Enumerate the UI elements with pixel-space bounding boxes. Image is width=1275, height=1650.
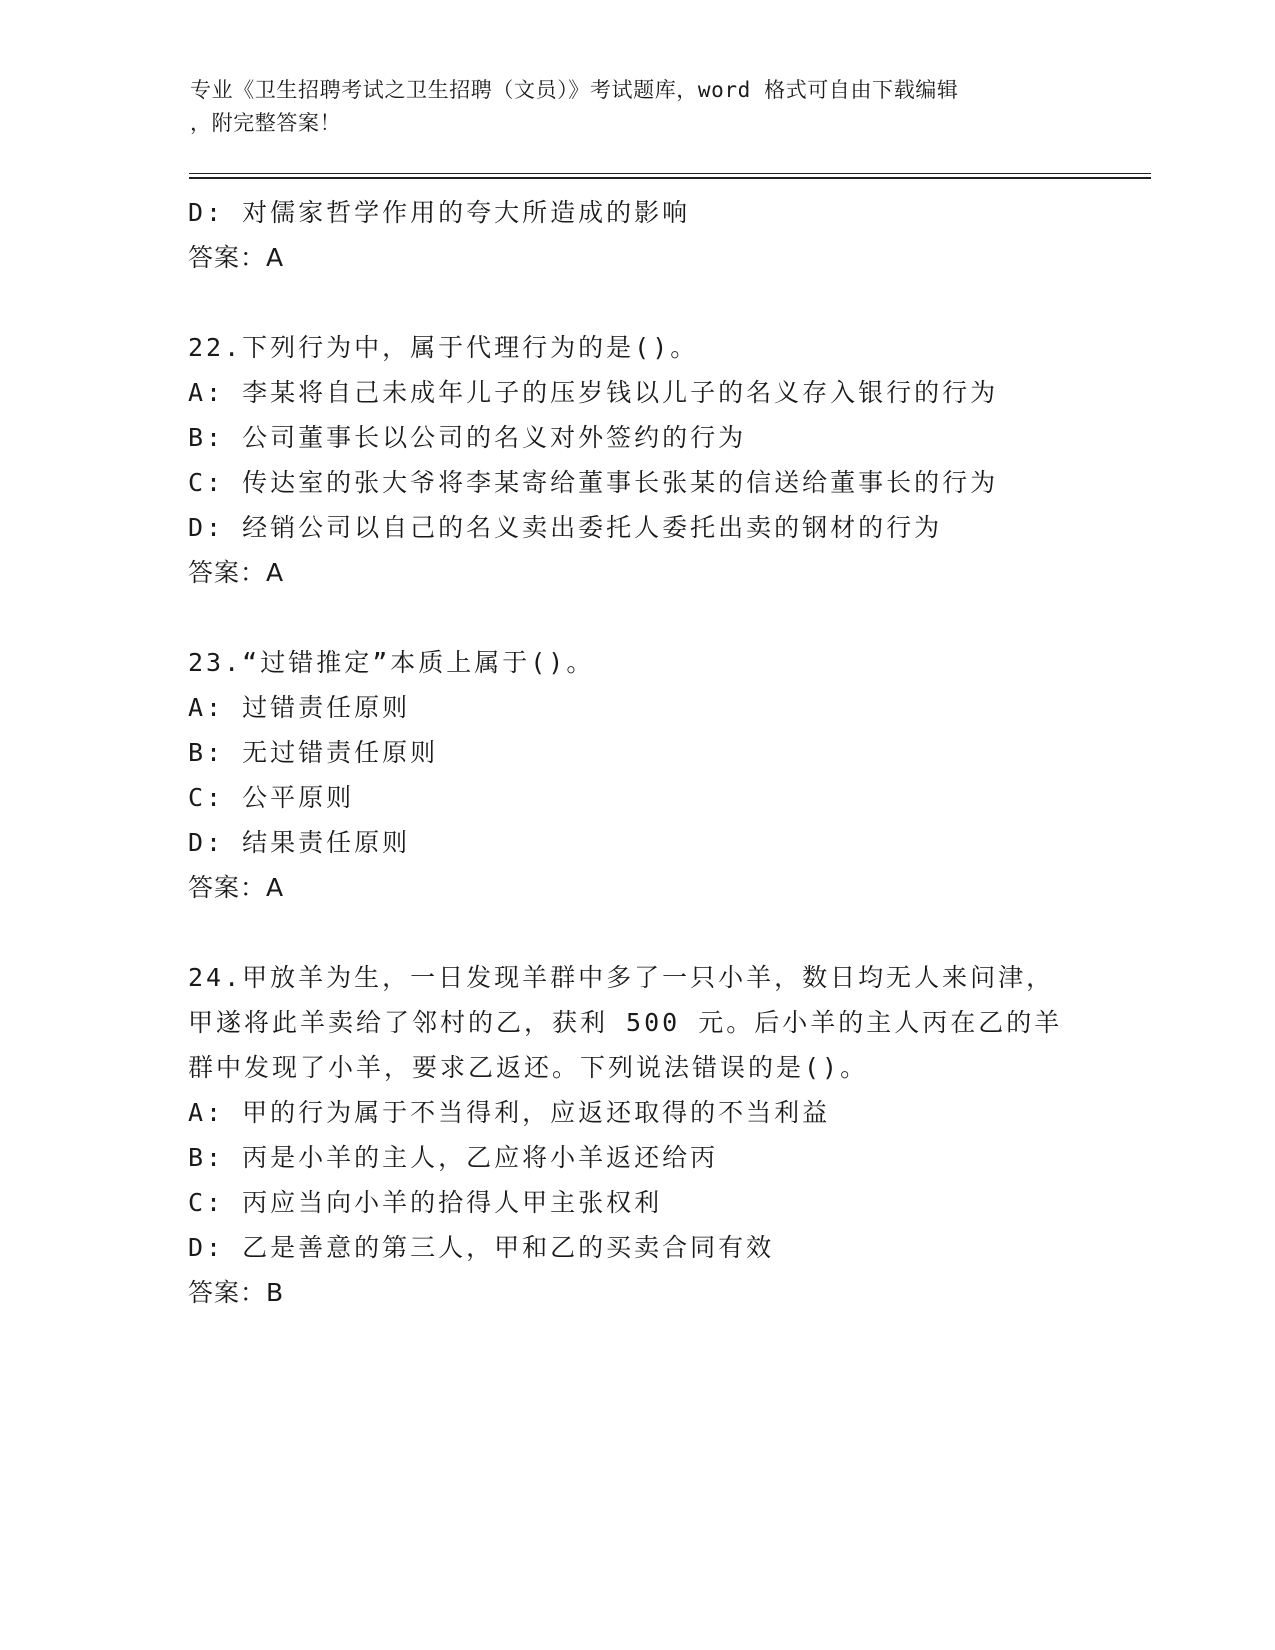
prev-option-d: D: 对儒家哲学作用的夸大所造成的影响 bbox=[188, 198, 691, 227]
option-b: B: 公司董事长以公司的名义对外签约的行为 bbox=[188, 423, 747, 452]
header-line-1: 专业《卫生招聘考试之卫生招聘（文员）》考试题库，word 格式可自由下载编辑 bbox=[190, 78, 959, 102]
question-23 bbox=[188, 640, 1088, 910]
header-rule-thick bbox=[189, 177, 1151, 179]
prev-answer: 答案：A bbox=[188, 243, 285, 272]
question-stem-line-3: 群中发现了小羊，要求乙返还。下列说法错误的是()。 bbox=[188, 1053, 869, 1082]
answer: 答案：A bbox=[188, 873, 285, 902]
option-a: A: 甲的行为属于不当得利，应返还取得的不当利益 bbox=[188, 1098, 831, 1127]
spacer bbox=[188, 910, 1088, 955]
spacer bbox=[188, 595, 1088, 640]
option-d: D: 经销公司以自己的名义卖出委托人委托出卖的钢材的行为 bbox=[188, 513, 943, 542]
option-a: A: 李某将自己未成年儿子的压岁钱以儿子的名义存入银行的行为 bbox=[188, 378, 999, 407]
question-22 bbox=[188, 325, 1088, 595]
header-line-2: ，附完整答案！ bbox=[190, 111, 342, 135]
answer: 答案：B bbox=[188, 1278, 285, 1307]
option-b: B: 无过错责任原则 bbox=[188, 738, 439, 767]
question-stem: 22.下列行为中，属于代理行为的是()。 bbox=[188, 333, 699, 362]
option-d: D: 乙是善意的第三人，甲和乙的买卖合同有效 bbox=[188, 1233, 775, 1262]
option-a: A: 过错责任原则 bbox=[188, 693, 411, 722]
header-rule-thin bbox=[189, 173, 1151, 174]
question-content bbox=[188, 190, 1088, 1315]
option-d: D: 结果责任原则 bbox=[188, 828, 411, 857]
question-stem-line-2: 甲遂将此羊卖给了邻村的乙，获利 500 元。后小羊的主人丙在乙的羊 bbox=[188, 1008, 1063, 1037]
option-b: B: 丙是小羊的主人，乙应将小羊返还给丙 bbox=[188, 1143, 719, 1172]
question-stem: 23.“过错推定”本质上属于()。 bbox=[188, 648, 595, 677]
question-24 bbox=[188, 955, 1088, 1315]
document-header bbox=[190, 74, 1070, 140]
question-stem-line-1: 24.甲放羊为生，一日发现羊群中多了一只小羊，数日均无人来问津， bbox=[188, 963, 1055, 992]
spacer bbox=[188, 280, 1088, 325]
option-c: C: 公平原则 bbox=[188, 783, 355, 812]
option-c: C: 丙应当向小羊的拾得人甲主张权利 bbox=[188, 1188, 663, 1217]
answer: 答案：A bbox=[188, 558, 285, 587]
option-c: C: 传达室的张大爷将李某寄给董事长张某的信送给董事长的行为 bbox=[188, 468, 999, 497]
